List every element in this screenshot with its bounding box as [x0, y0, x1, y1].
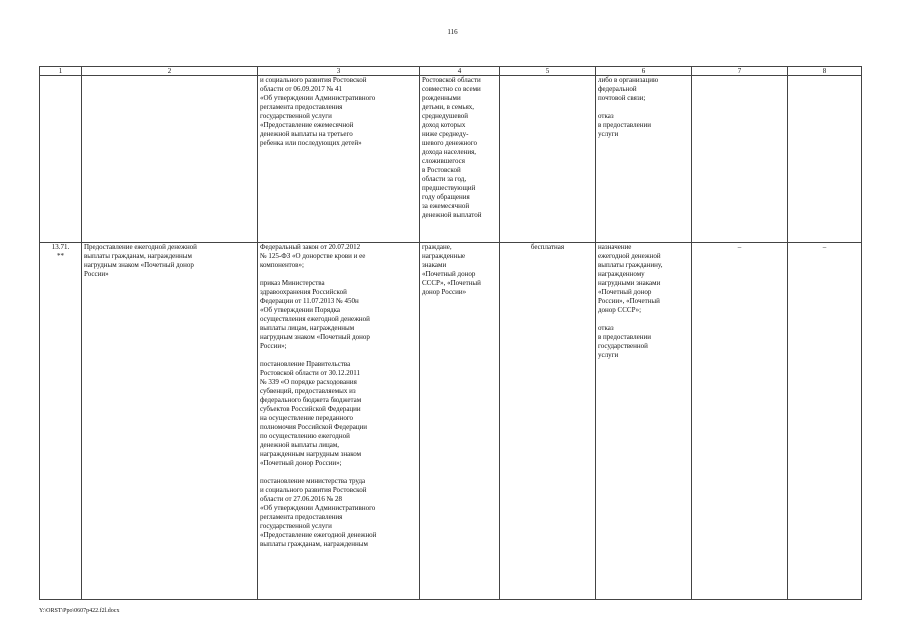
col-header-6: 6 — [596, 67, 692, 76]
table-header-row — [40, 67, 862, 76]
cell-cost — [500, 76, 596, 243]
cell-col8: – — [788, 243, 862, 600]
col-header-1: 1 — [40, 67, 82, 76]
cell-cost: бесплатная — [500, 243, 596, 600]
cell-recipients: граждане, награжденные знаками «Почетный донор СССР», «Почетный донор России» — [420, 243, 500, 600]
cell-number — [40, 76, 82, 243]
cell-number: 13.71. ** — [40, 243, 82, 600]
cell-service-name: Предоставление ежегодной денежной выплаты гражданам, награжденным нагрудным знаком «Почетный донор России» — [82, 243, 258, 600]
page-number: 116 — [447, 28, 458, 36]
services-table — [39, 66, 862, 600]
col-header-7: 7 — [692, 67, 788, 76]
col-header-4: 4 — [420, 67, 500, 76]
cell-legal-basis: и социального развития Ростовской области от 06.09.2017 № 41 «Об утверждении Административного регламента предоставления государственной услуги «Предоставление ежемесячной денежной выплаты на третьего ребенка или последующих детей» — [258, 76, 420, 243]
cell-result: либо в организацию федеральной почтовой связи; отказ в предоставлении услуги — [596, 76, 692, 243]
col-header-2: 2 — [82, 67, 258, 76]
cell-col7: – — [692, 243, 788, 600]
cell-result: назначение ежегодной денежной выплаты гражданину, награжденному нагрудными знаками «Почетный донор России», «Почетный донор СССР»; отказ в предоставлении государственной услуги — [596, 243, 692, 600]
table-row — [40, 243, 862, 600]
footer-file-path: Y:\ORST\Ppo\0607p422.f2l.docx — [39, 608, 120, 614]
cell-legal-basis: Федеральный закон от 20.07.2012 № 125-ФЗ «О донорстве крови и ее компонентов»; приказ Министерства здравоохранения Российской Федерации от 11.07.2013 № 450н «Об утверждении Порядка осуществления ежегодной денежной выплаты лицам, награжденным нагрудным знаком «Почетный донор России»; постановление Правительства Ростовской области от 30.12.2011 № 339 «О порядке расходования субвенций, предоставляемых из федерального бюджета бюджетам субъектов Российской Федерации на осуществление переданного полномочия Российской Федерации по осуществлению ежегодной денежной выплаты лицам, награжденным нагрудным знаком «Почетный донор России»; постановление министерства труда и социального развития Ростовской области от 27.06.2016 № 28 «Об утверждении Административного регламента предоставления государственной услуги «Предоставление ежегодной денежной выплаты гражданам, награжденным — [258, 243, 420, 600]
cell-service-name — [82, 76, 258, 243]
col-header-3: 3 — [258, 67, 420, 76]
table-row — [40, 76, 862, 243]
col-header-8: 8 — [788, 67, 862, 76]
cell-recipients: Ростовской области совместно со всеми рожденными детьми, в семьях, среднедушевой доход которых ниже среднеду- шевого денежного дохода населения, сложившегося в Ростовской области за год, предшествующий году обращения за ежемесячной денежной выплатой — [420, 76, 500, 243]
cell-col8 — [788, 76, 862, 243]
col-header-5: 5 — [500, 67, 596, 76]
cell-col7 — [692, 76, 788, 243]
